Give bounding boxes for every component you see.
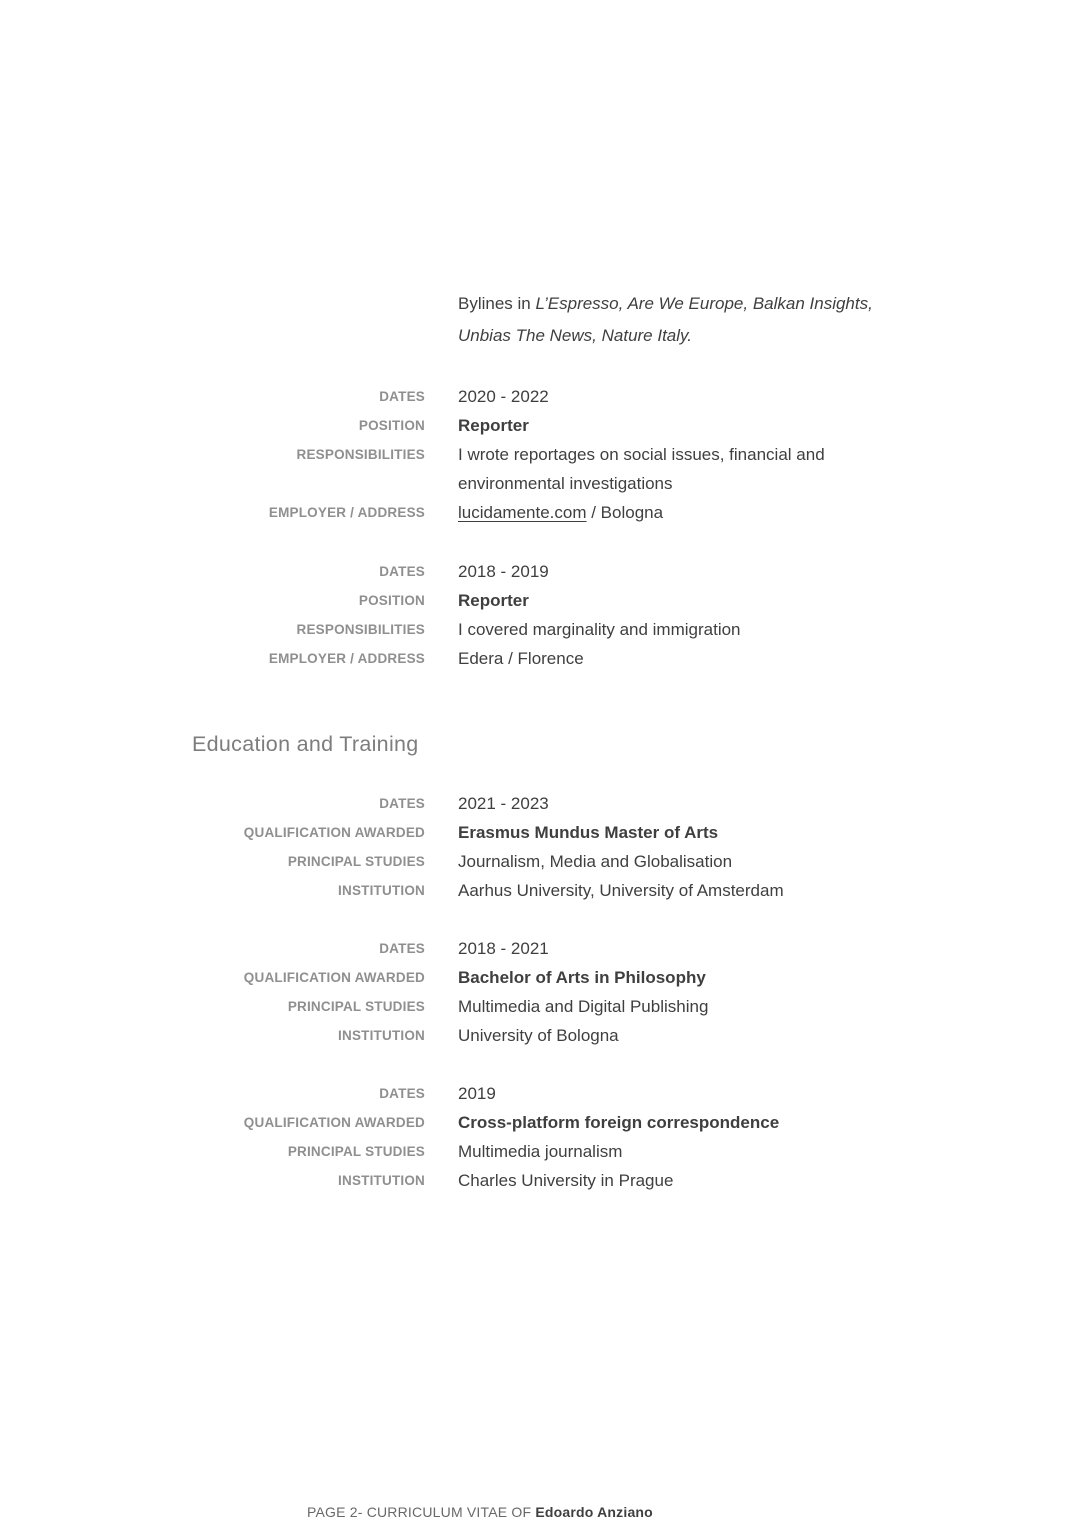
field-row-qualification bbox=[192, 1108, 932, 1137]
employer-label: EMPLOYER / ADDRESS bbox=[268, 651, 425, 666]
bylines-line-2 bbox=[458, 320, 908, 352]
education-entry-masters bbox=[192, 789, 932, 905]
employer-value bbox=[458, 498, 908, 527]
qualification-value: Cross-platform foreign correspondence bbox=[458, 1113, 780, 1132]
position-label: POSITION bbox=[358, 418, 425, 433]
institution-label: INSTITUTION bbox=[338, 1173, 425, 1188]
field-row-dates bbox=[192, 557, 932, 586]
institution-value: Charles University in Prague bbox=[458, 1171, 674, 1190]
qualification-value: Bachelor of Arts in Philosophy bbox=[458, 968, 706, 987]
employer-label: EMPLOYER / ADDRESS bbox=[268, 505, 425, 520]
qualification-label: QUALIFICATION AWARDED bbox=[243, 825, 425, 840]
bylines-text bbox=[458, 288, 908, 352]
field-row-responsibilities bbox=[192, 440, 932, 498]
field-row-institution bbox=[192, 876, 932, 905]
responsibilities-line-2: environmental investigations bbox=[458, 474, 673, 493]
studies-label: PRINCIPAL STUDIES bbox=[287, 854, 425, 869]
work-entry-edera bbox=[192, 557, 932, 673]
studies-value: Multimedia journalism bbox=[458, 1142, 623, 1161]
employer-location: / Bologna bbox=[586, 503, 664, 522]
field-row-qualification bbox=[192, 963, 932, 992]
field-row-employer bbox=[192, 644, 932, 673]
responsibilities-value bbox=[458, 440, 908, 498]
studies-label: PRINCIPAL STUDIES bbox=[287, 1144, 425, 1159]
studies-label: PRINCIPAL STUDIES bbox=[287, 999, 425, 1014]
field-row-studies bbox=[192, 992, 932, 1021]
dates-label: DATES bbox=[379, 1086, 425, 1101]
education-entry-correspondence bbox=[192, 1079, 932, 1195]
field-row-dates bbox=[192, 934, 932, 963]
dates-label: DATES bbox=[379, 389, 425, 404]
field-row-qualification bbox=[192, 818, 932, 847]
position-value: Reporter bbox=[458, 591, 529, 610]
studies-value: Journalism, Media and Globalisation bbox=[458, 852, 733, 871]
field-row-studies bbox=[192, 1137, 932, 1166]
dates-value: 2020 - 2022 bbox=[458, 387, 549, 406]
dates-value: 2021 - 2023 bbox=[458, 794, 549, 813]
responsibilities-line-1: I wrote reportages on social issues, financial and bbox=[458, 445, 825, 464]
field-row-dates bbox=[192, 1079, 932, 1108]
footer-name: Edoardo Anziano bbox=[535, 1504, 653, 1520]
institution-value: University of Bologna bbox=[458, 1026, 619, 1045]
dates-value: 2018 - 2019 bbox=[458, 562, 549, 581]
responsibilities-value: I covered marginality and immigration bbox=[458, 620, 741, 639]
dates-value: 2019 bbox=[458, 1084, 496, 1103]
field-row-responsibilities bbox=[192, 615, 932, 644]
bylines-publications-1: L’Espresso, Are We Europe, Balkan Insights, bbox=[535, 294, 873, 313]
field-row-dates bbox=[192, 382, 932, 411]
institution-label: INSTITUTION bbox=[338, 1028, 425, 1043]
section-heading-education: Education and Training bbox=[192, 732, 419, 756]
footer-text: PAGE 2- CURRICULUM VITAE OF bbox=[307, 1504, 532, 1520]
position-value: Reporter bbox=[458, 416, 529, 435]
position-label: POSITION bbox=[358, 593, 425, 608]
dates-label: DATES bbox=[379, 796, 425, 811]
bylines-publications-2: Unbias The News, Nature Italy. bbox=[458, 326, 692, 345]
dates-label: DATES bbox=[379, 564, 425, 579]
dates-label: DATES bbox=[379, 941, 425, 956]
field-row-studies bbox=[192, 847, 932, 876]
field-row-position bbox=[192, 411, 932, 440]
bylines-regular: Bylines in bbox=[458, 294, 536, 313]
responsibilities-label: RESPONSIBILITIES bbox=[296, 622, 425, 637]
field-row-position bbox=[192, 586, 932, 615]
field-row-dates bbox=[192, 789, 932, 818]
education-entry-bachelor bbox=[192, 934, 932, 1050]
qualification-label: QUALIFICATION AWARDED bbox=[243, 970, 425, 985]
field-row-institution bbox=[192, 1021, 932, 1050]
work-entry-lucidamente bbox=[192, 382, 932, 527]
field-row-employer bbox=[192, 498, 932, 527]
field-row-institution bbox=[192, 1166, 932, 1195]
institution-value: Aarhus University, University of Amsterdam bbox=[458, 881, 784, 900]
page-footer bbox=[307, 1498, 653, 1527]
studies-value: Multimedia and Digital Publishing bbox=[458, 997, 709, 1016]
bylines-line-1 bbox=[458, 288, 908, 320]
cv-content bbox=[192, 288, 932, 1195]
institution-label: INSTITUTION bbox=[338, 883, 425, 898]
bylines-paragraph bbox=[192, 288, 932, 352]
qualification-label: QUALIFICATION AWARDED bbox=[243, 1115, 425, 1130]
dates-value: 2018 - 2021 bbox=[458, 939, 549, 958]
responsibilities-label: RESPONSIBILITIES bbox=[296, 447, 425, 462]
employer-link[interactable]: lucidamente.com bbox=[458, 503, 587, 522]
qualification-value: Erasmus Mundus Master of Arts bbox=[458, 823, 719, 842]
employer-value: Edera / Florence bbox=[458, 649, 584, 668]
